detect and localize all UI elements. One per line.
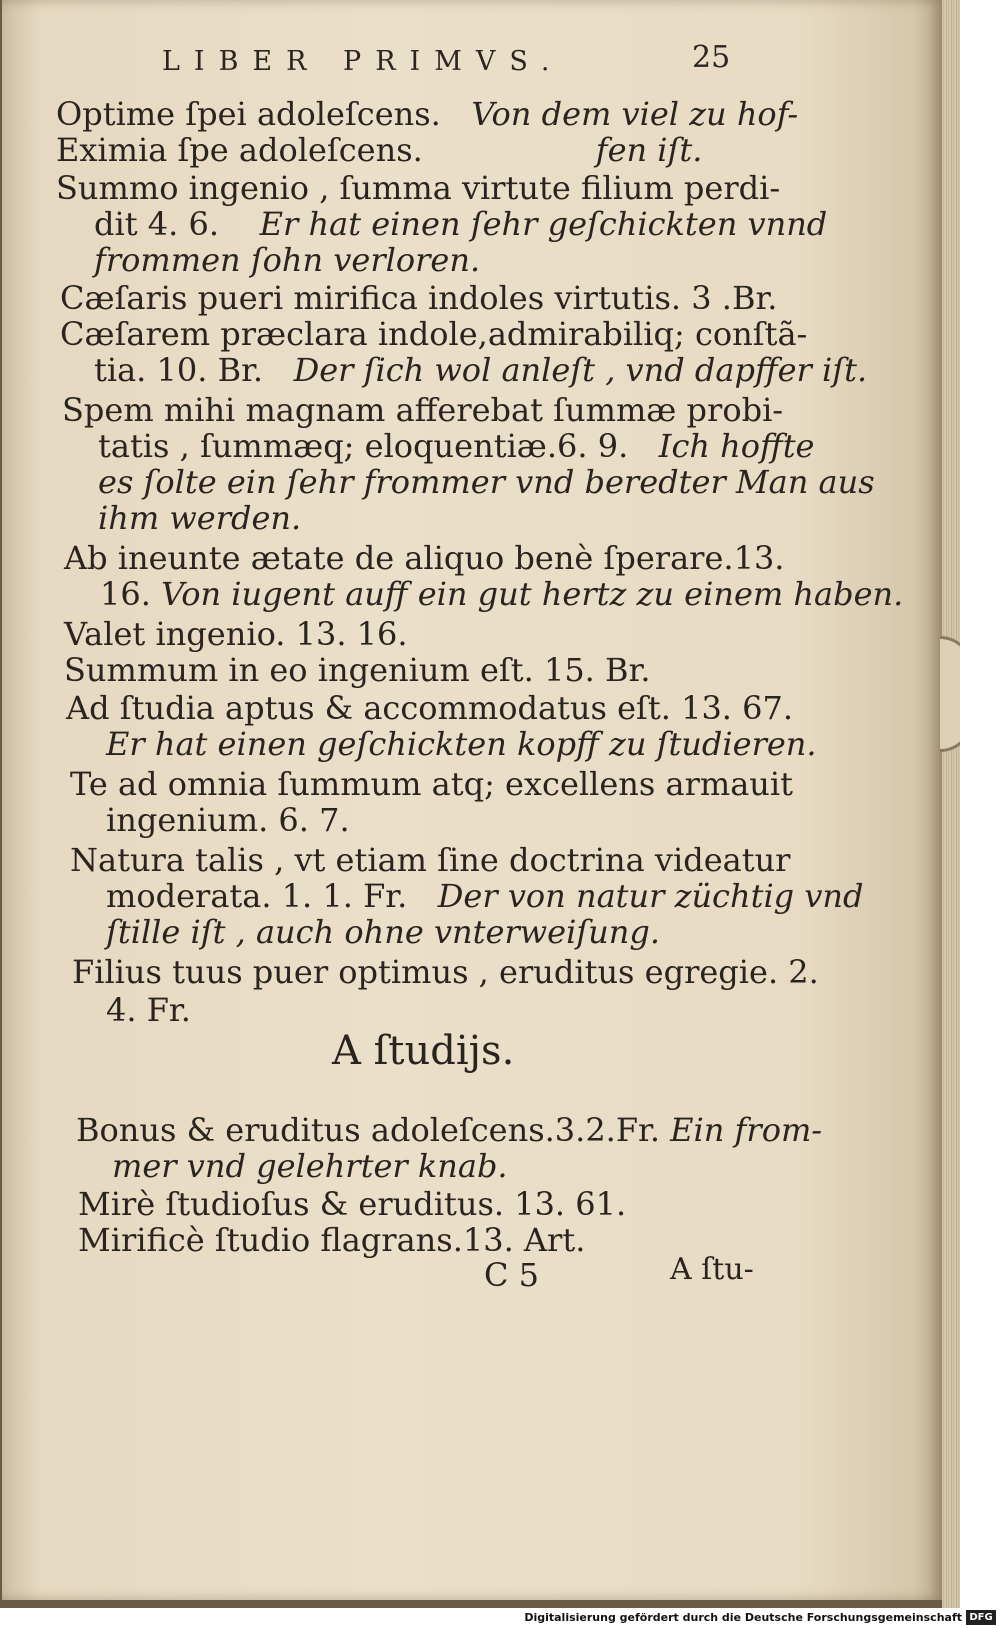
entry-line: Mirificè ſtudio flagrans.13. Art. <box>78 1221 586 1259</box>
entry-line: Spem mihi magnam afferebat ſummæ probi- <box>62 391 784 429</box>
entry-line: frommen ſohn verloren. <box>94 241 481 279</box>
entry-line: ihm werden. <box>98 499 302 537</box>
entry-line: Bonus & eruditus adoleſcens.3.2.Fr. Ein from- <box>76 1111 823 1149</box>
entry-line: Valet ingenio. 13. 16. <box>64 615 408 653</box>
entry-line: Cæſaris pueri mirifica indoles virtutis. 3 .Br. <box>60 279 778 317</box>
entry-line: ſtille iſt , auch ohne vnterweiſung. <box>106 913 661 951</box>
funding-credit: Digitalisierung gefördert durch die Deutsche Forschungsgemeinschaft <box>524 1611 962 1624</box>
entry-line: 16. Von iugent auff ein gut hertz zu einem haben. <box>100 575 904 613</box>
footer-bar <box>0 1608 1000 1628</box>
entry-line: Filius tuus puer optimus , eruditus egregie. 2. <box>72 953 819 991</box>
running-head: LIBER PRIMVS. <box>162 46 564 77</box>
entry-line: Er hat einen geſchickten kopff zu ſtudieren. <box>106 725 817 763</box>
entry-line: Eximia ſpe adoleſcens. fen iſt. <box>56 131 703 169</box>
page-number: 25 <box>692 40 731 75</box>
entry-line: tatis , ſummæq; eloquentiæ.6. 9. Ich hoffte <box>98 427 815 465</box>
entry-line: 4. Fr. <box>106 991 191 1029</box>
entry-line: Te ad omnia ſummum atq; excellens armauit <box>70 765 793 803</box>
entry-line: moderata. 1. 1. Fr. Der von natur züchtig vnd <box>106 877 864 915</box>
entry-line: Summum in eo ingenium eſt. 15. Br. <box>64 651 651 689</box>
entry-line: Optime ſpei adoleſcens. Von dem viel zu hof- <box>56 95 799 133</box>
entry-line: ingenium. 6. 7. <box>106 801 350 839</box>
entry-line: Cæſarem præclara indole,admirabiliq; conſtã- <box>60 315 808 353</box>
page-edges <box>942 0 960 1608</box>
thumb-tab <box>940 636 960 752</box>
signature-mark: C 5 <box>484 1256 540 1294</box>
paper-page <box>2 0 942 1600</box>
entry-line: Ad ſtudia aptus & accommodatus eſt. 13. 67. <box>66 689 794 727</box>
entry-line: Mirè ſtudioſus & eruditus. 13. 61. <box>78 1185 627 1223</box>
entry-line: dit 4. 6. Er hat einen ſehr geſchickten vnnd <box>94 205 828 243</box>
entry-line: Ab ineunte ætate de aliquo benè ſperare.13. <box>64 539 785 577</box>
entry-line: Natura talis , vt etiam ſine doctrina videatur <box>70 841 791 879</box>
entry-line: mer vnd gelehrter knab. <box>112 1147 508 1185</box>
catchword: A ſtu- <box>670 1252 754 1287</box>
entry-line: Summo ingenio , ſumma virtute filium perdi- <box>56 169 781 207</box>
section-heading: A ſtudijs. <box>332 1028 515 1074</box>
dfg-logo: DFG <box>966 1610 996 1625</box>
entry-line: tia. 10. Br. Der ſich wol anleſt , vnd dapffer iſt. <box>94 351 868 389</box>
entry-line: es ſolte ein ſehr frommer vnd beredter Man aus <box>98 463 875 501</box>
